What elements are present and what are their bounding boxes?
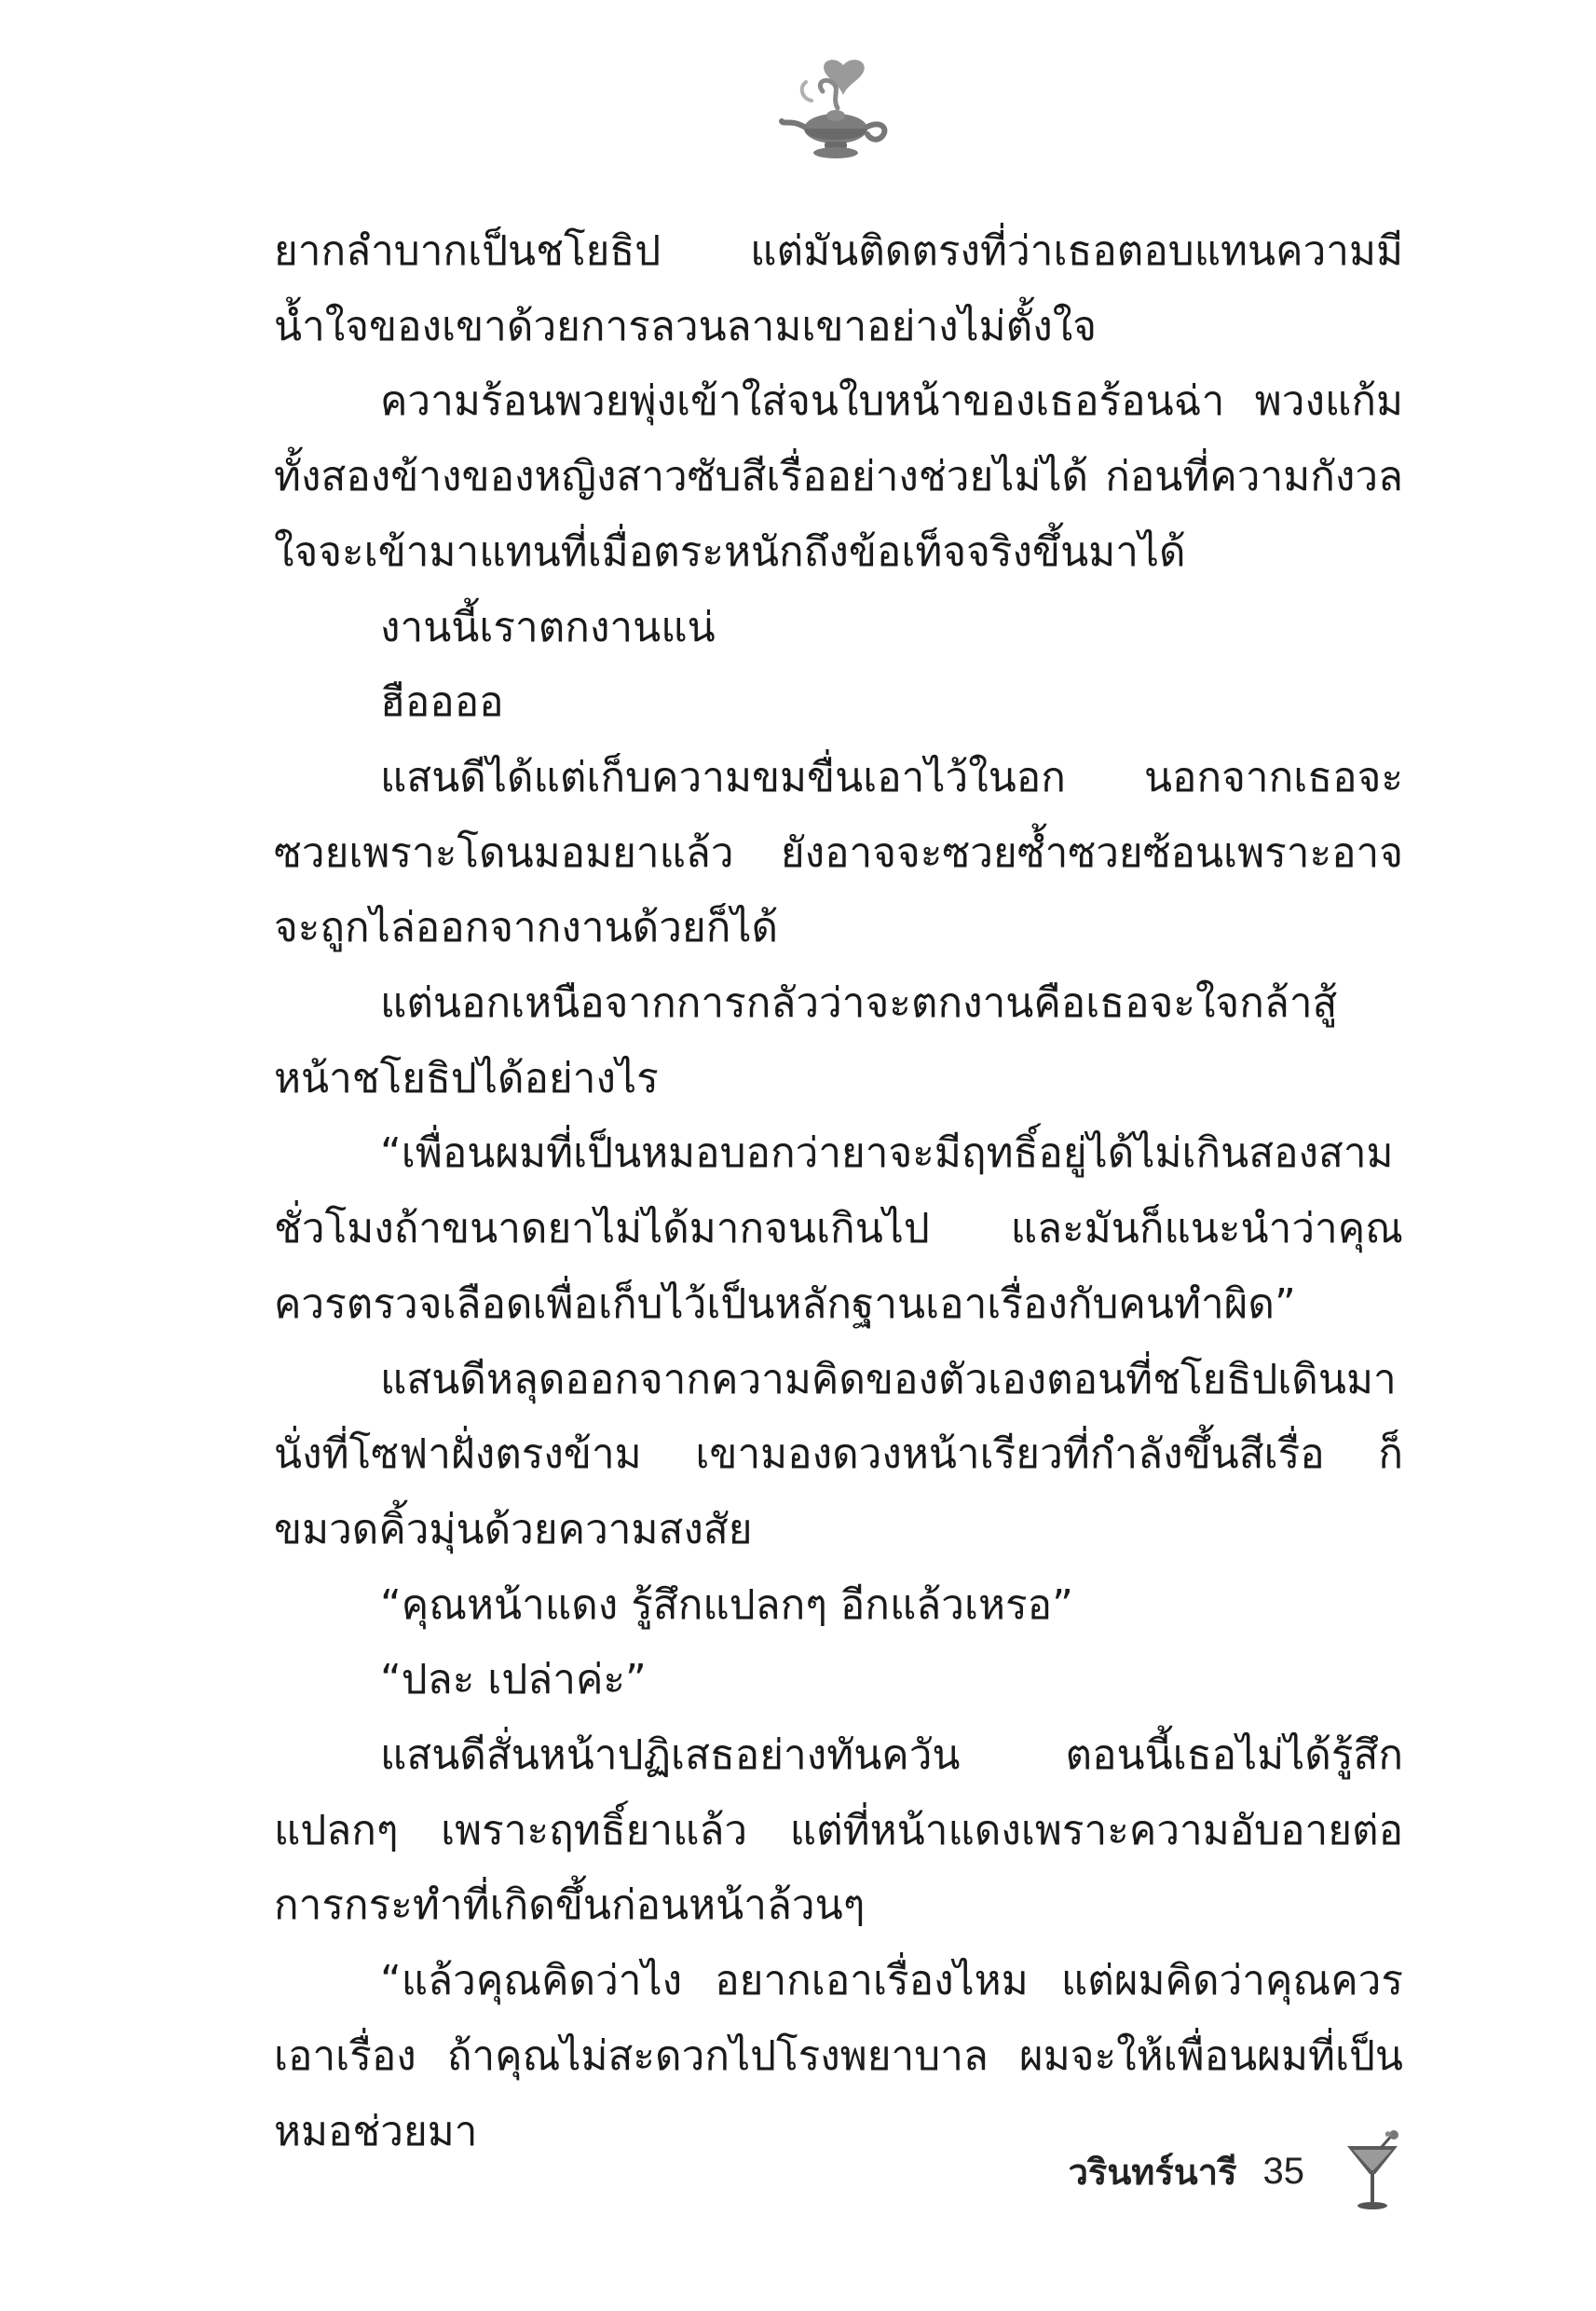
- paragraph: แต่นอกเหนือจากการกลัวว่าจะตกงานคือเธอจะใจกล้าสู้หน้าชโยธิปได้อย่างไร: [274, 979, 1338, 1102]
- paragraph: ยากลำบากเป็นชโยธิป แต่มันติดตรงที่ว่าเธอตอบแทนความมีน้ำใจของเขาด้วยการลวนลามเขาอย่างไม่ตั้งใจ: [274, 227, 1403, 350]
- paragraph: “เพื่อนผมที่เป็นหมอบอกว่ายาจะมีฤทธิ์อยู่ได้ไม่เกินสองสามชั่วโมงถ้าขนาดยาไม่ได้มากจนเกินไป และมันก็แนะนำว่าคุณควรตรวจเลือดเพื่อเก็บไว้เป็นหลักฐานเอาเรื่องกับคนทำผิด”: [274, 1129, 1403, 1328]
- paragraph: แสนดีสั่นหน้าปฏิเสธอย่างทันควัน ตอนนี้เธอไม่ได้รู้สึกแปลกๆ เพราะฤทธิ์ยาแล้ว แต่ที่หน้าแดงเพราะความอับอายต่อการกระทำที่เกิดขึ้นก่อนหน้าล้วนๆ: [274, 1731, 1403, 1930]
- paragraph: “ปละ เปล่าค่ะ”: [380, 1656, 647, 1704]
- cocktail-glass-icon: [1340, 2129, 1405, 2213]
- body-text: [274, 214, 1403, 2169]
- paragraph: งานนี้เราตกงานแน่: [380, 603, 716, 651]
- paragraph: “คุณหน้าแดง รู้สึกแปลกๆ อีกแล้วเหรอ”: [380, 1580, 1073, 1629]
- paragraph: ความร้อนพวยพุ่งเข้าใส่จนใบหน้าของเธอร้อนฉ่า พวงแก้มทั้งสองข้างของหญิงสาวซับสีเรื่ออย่างช่วยไม่ได้ ก่อนที่ความกังวลใจจะเข้ามาแทนที่เมื่อตระหนักถึงข้อเท็จจริงขึ้นมาได้: [274, 377, 1403, 576]
- genie-lamp-icon: [778, 54, 899, 166]
- paragraph: ฮืออออ: [380, 678, 504, 727]
- page-number: 35: [1262, 2150, 1304, 2192]
- page-footer: [1069, 2129, 1405, 2213]
- book-title: วรินทร์นารี: [1068, 2151, 1237, 2193]
- paragraph: “แล้วคุณคิดว่าไง อยากเอาเรื่องไหม แต่ผมคิดว่าคุณควรเอาเรื่อง ถ้าคุณไม่สะดวกไปโรงพยาบาล ผมจะให้เพื่อนผมที่เป็นหมอช่วยมา: [274, 1957, 1403, 2155]
- paragraph: แสนดีได้แต่เก็บความขมขื่นเอาไว้ในอก นอกจากเธอจะซวยเพราะโดนมอมยาแล้ว ยังอาจจะซวยซ้ำซวยซ้อนเพราะอาจจะถูกไล่ออกจากงานด้วยก็ได้: [274, 753, 1403, 952]
- paragraph: แสนดีหลุดออกจากความคิดของตัวเองตอนที่ชโยธิปเดินมานั่งที่โซฟาฝั่งตรงข้าม เขามองดวงหน้าเรียวที่กำลังขึ้นสีเรื่อ ก็ขมวดคิ้วมุ่นด้วยความสงสัย: [274, 1355, 1403, 1553]
